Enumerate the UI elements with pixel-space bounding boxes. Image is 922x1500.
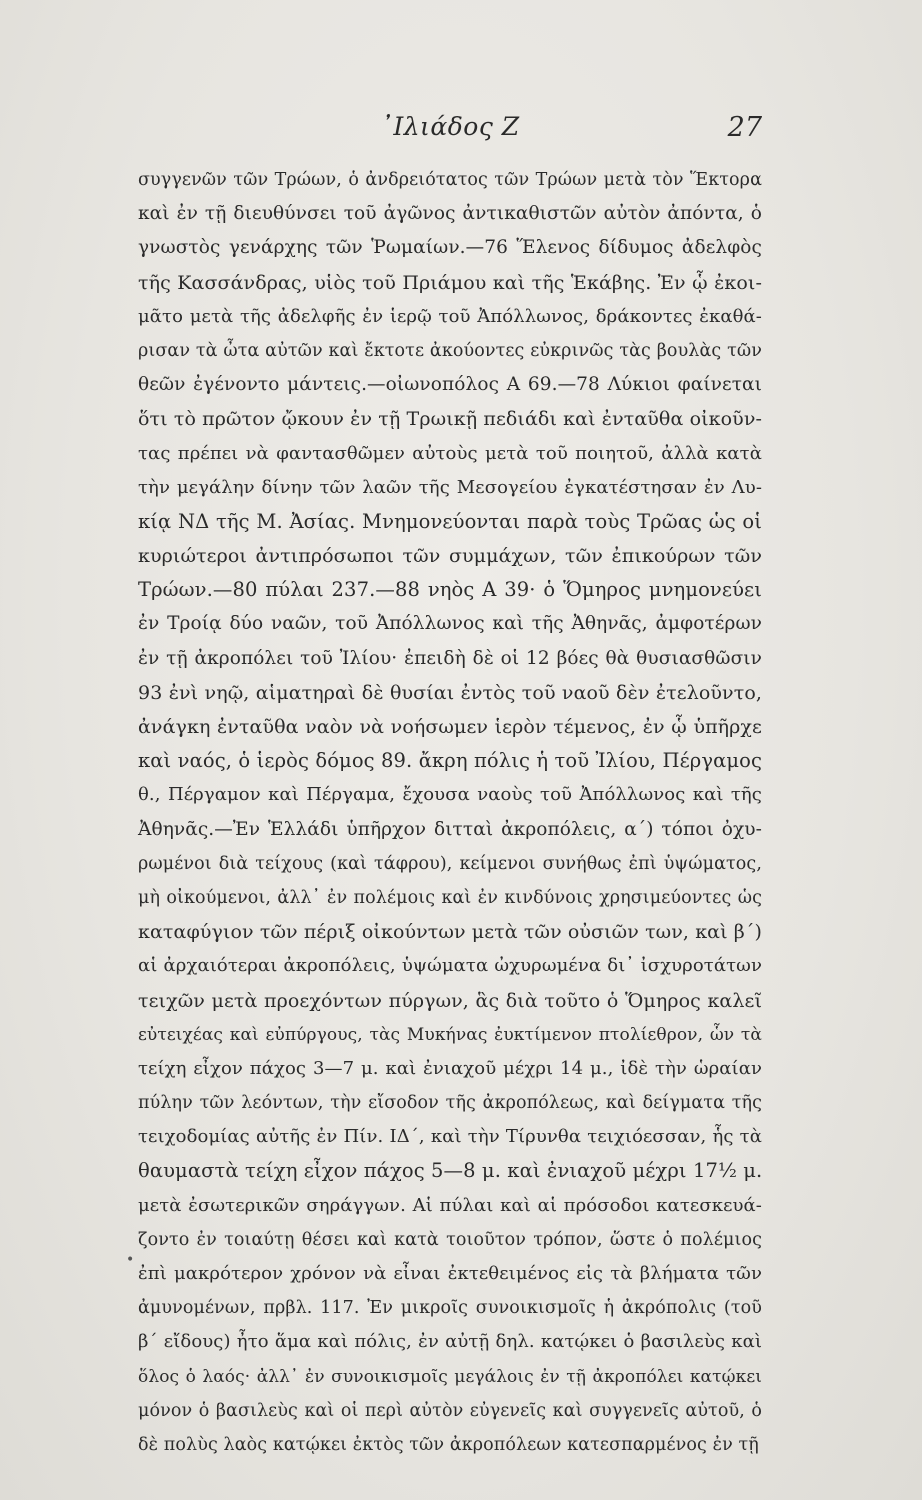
text-line: μετὰ ἐσωτερικῶν σηράγγων. Αἱ πύλαι καὶ αἱ πρόσοδοι κατεσκευά- [138, 1194, 762, 1216]
text-line: καὶ ναός, ὁ ἱερὸς δόμος 89. ἄκρη πόλις ἡ τοῦ Ἰλίου, Πέργαμος [138, 749, 762, 773]
page-number: 27 [727, 112, 762, 143]
text-line: ἀμυνομένων, πρβλ. 117. Ἐν μικροῖς συνοικισμοῖς ἡ ἀκρόπολις (τοῦ [138, 1298, 762, 1319]
text-line: μᾶτο μετὰ τῆς ἀδελφῆς ἐν ἱερῷ τοῦ Ἀπόλλωνος, δράκοντες ἐκαθά- [138, 305, 762, 327]
text-line: τειχῶν μετὰ προεχόντων πύργων, ἃς διὰ τοῦτο ὁ Ὅμηρος καλεῖ [138, 989, 762, 1012]
text-line: ζοντο ἐν τοιαύτῃ θέσει καὶ κατὰ τοιοῦτον τρόπον, ὥστε ὁ πολέμιος [138, 1229, 762, 1250]
text-line: τείχη εἶχον πάχος 3—7 μ. καὶ ἐνιαχοῦ μέχρι 14 μ., ἰδὲ τὴν ὡραίαν [138, 1057, 762, 1079]
text-line: πύλην τῶν λεόντων, τὴν εἴσοδον τῆς ἀκροπόλεως, καὶ δείγματα τῆς [138, 1093, 762, 1114]
text-line: γνωστὸς γενάρχης τῶν Ῥωμαίων.—76 Ἕλενος δίδυμος ἀδελφὸς [138, 237, 762, 259]
text-line: θ., Πέργαμον καὶ Πέργαμα, ἔχουσα ναοὺς τοῦ Ἀπόλλωνος καὶ τῆς [138, 784, 762, 806]
text-line: τὴν μεγάλην δίνην τῶν λαῶν τῆς Μεσογείου ἐγκατέστησαν ἐν Λυ- [138, 476, 762, 498]
text-line: ρισαν τὰ ὦτα αὐτῶν καὶ ἔκτοτε ἀκούοντες εὐκρινῶς τὰς βουλὰς τῶν [138, 340, 762, 361]
text-line: τῆς Κασσάνδρας, υἱὸς τοῦ Πριάμου καὶ τῆς Ἑκάβης. Ἐν ᾧ ἐκοι- [138, 271, 762, 294]
text-line: μὴ οἰκούμενοι, ἀλλ᾿ ἐν πολέμοις καὶ ἐν κινδύνοις χρησιμεύοντες ὡς [138, 887, 762, 908]
text-line: αἱ ἀρχαιότεραι ἀκροπόλεις, ὑψώματα ὠχυρωμένα δι᾿ ἰσχυροτάτων [138, 955, 762, 977]
text-line: Τρώων.—80 πύλαι 237.—88 νηὸς Α 39· ὁ Ὅμηρος μνημονεύει [138, 578, 762, 602]
margin-dot-icon: • [126, 1252, 135, 1268]
text-line: ρωμένοι διὰ τείχους (καὶ τάφρου), κείμενοι συνήθως ἐπὶ ὑψώματος, [138, 853, 762, 874]
text-line: κίᾳ ΝΔ τῆς Μ. Ἀσίας. Μνημονεύονται παρὰ τοὺς Τρῶας ὡς οἱ [138, 509, 762, 533]
text-line: καὶ ἐν τῇ διευθύνσει τοῦ ἀγῶνος ἀντικαθιστῶν αὐτὸν ἀπόντα, ὁ [138, 203, 762, 225]
text-line: τας πρέπει νὰ φαντασθῶμεν αὐτοὺς μετὰ τοῦ ποιητοῦ, ἀλλὰ κατὰ [138, 442, 762, 464]
text-line: β΄ εἴδους) ἦτο ἅμα καὶ πόλις, ἐν αὐτῇ δηλ. κατῴκει ὁ βασιλεὺς καὶ [138, 1331, 762, 1353]
text-line: ἐν Τροίᾳ δύο ναῶν, τοῦ Ἀπόλλωνος καὶ τῆς Ἀθηνᾶς, ἀμφοτέρων [138, 613, 762, 635]
text-line: θεῶν ἐγένοντο μάντεις.—οἰωνοπόλος Α 69.—78 Λύκιοι φαίνεται [138, 374, 762, 396]
text-line: δὲ πολὺς λαὸς κατῴκει ἐκτὸς τῶν ἀκροπόλεων κατεσπαρμένος ἐν τῇ [138, 1434, 759, 1455]
text-line: ἀνάγκη ἐνταῦθα ναὸν νὰ νοήσωμεν ἱερὸν τέμενος, ἐν ᾧ ὑπῆρχε [138, 716, 762, 738]
text-line: ἐπὶ μακρότερον χρόνον νὰ εἶναι ἐκτεθειμένος εἰς τὰ βλήματα τῶν [138, 1263, 762, 1284]
text-line: κυριώτεροι ἀντιπρόσωποι τῶν συμμάχων, τῶν ἐπικούρων τῶν [138, 545, 762, 568]
text-line: ἐν τῇ ἀκροπόλει τοῦ Ἰλίου· ἐπειδὴ δὲ οἱ 12 βόες θὰ θυσιασθῶσιν [138, 647, 762, 669]
text-line: μόνον ὁ βασιλεὺς καὶ οἱ περὶ αὐτὸν εὐγενεῖς καὶ συγγενεῖς αὐτοῦ, ὁ [138, 1400, 762, 1421]
commentary-text [138, 163, 762, 1462]
text-line: 93 ἐνὶ νηῷ, αἱματηραὶ δὲ θυσίαι ἐντὸς τοῦ ναοῦ δὲν ἐτελοῦντο, [138, 681, 762, 704]
text-line: καταφύγιον τῶν πέριξ οἰκούντων μετὰ τῶν οὐσιῶν των, καὶ β΄) [138, 921, 762, 944]
text-line: Ἀθηνᾶς.—Ἐν Ἑλλάδι ὑπῆρχον διτταὶ ἀκροπόλεις, α΄) τόποι ὀχυ- [138, 818, 762, 840]
text-line: ὅτι τὸ πρῶτον ᾤκουν ἐν τῇ Τρωικῇ πεδιάδι καὶ ἐνταῦθα οἰκοῦν- [138, 408, 762, 431]
text-line: ὅλος ὁ λαός· ἀλλ᾿ ἐν συνοικισμοῖς μεγάλοις ἐν τῇ ἀκροπόλει κατῴκει [138, 1366, 762, 1387]
running-title: ᾿Ιλιάδος Ζ [380, 112, 520, 141]
page-header [138, 112, 762, 146]
text-line: θαυμαστὰ τείχη εἶχον πάχος 5—8 μ. καὶ ἐνιαχοῦ μέχρι 17½ μ. [138, 1159, 763, 1183]
text-line: εὐτειχέας καὶ εὐπύργους, τὰς Μυκήνας ἐυκτίμενον πτολίεθρον, ὧν τὰ [138, 1024, 762, 1045]
text-line: τειχοδομίας αὐτῆς ἐν Πίν. ΙΔ΄, καὶ τὴν Τίρυνθα τειχιόεσσαν, ἧς τὰ [138, 1126, 762, 1148]
text-line: συγγενῶν τῶν Τρώων, ὁ ἀνδρειότατος τῶν Τρώων μετὰ τὸν Ἕκτορα [138, 170, 762, 190]
